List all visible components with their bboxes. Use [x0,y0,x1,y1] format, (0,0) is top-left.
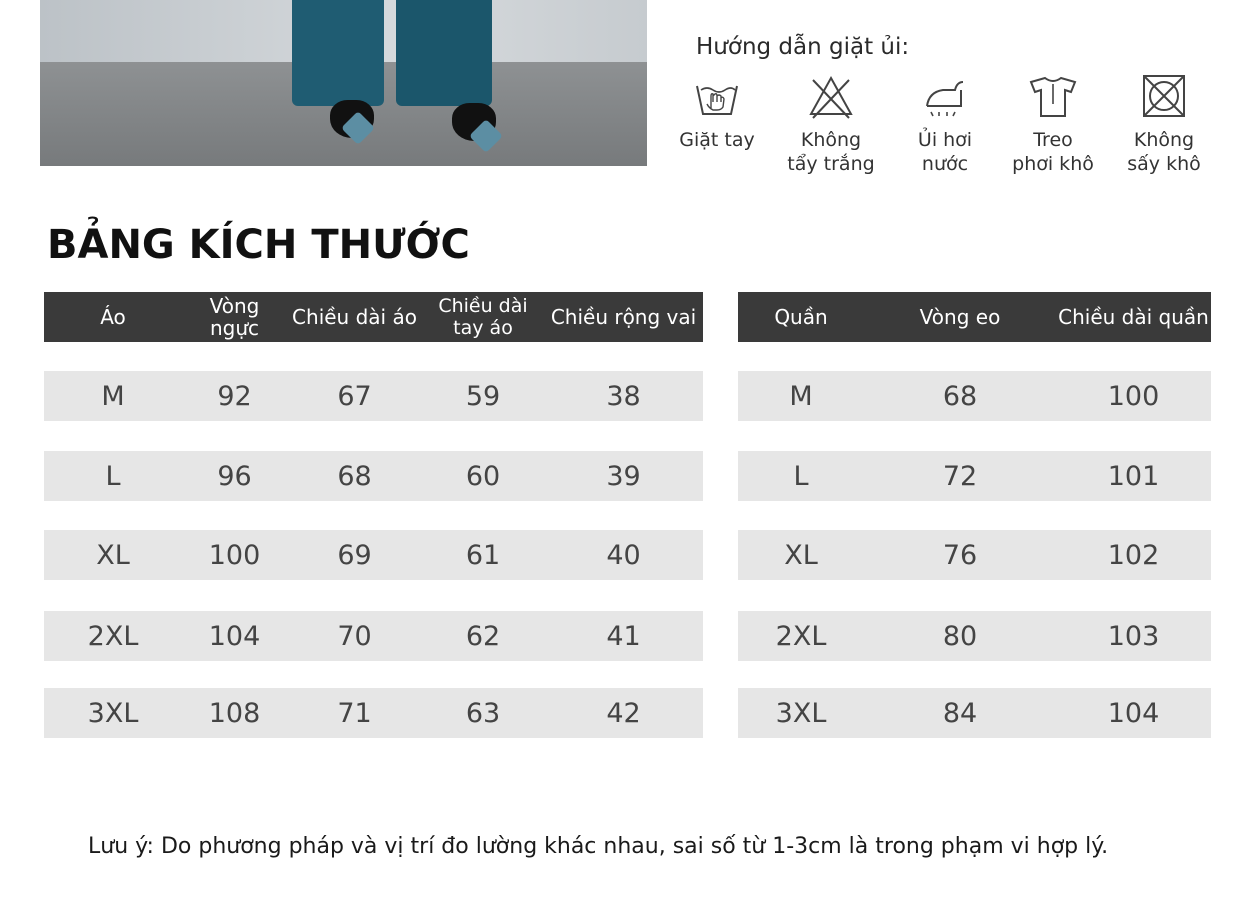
care-label: Không sấy khô [1127,129,1201,175]
care-item-no-bleach [776,74,886,176]
pants-size-table [738,292,1211,342]
steam-iron-icon [921,74,969,120]
pants-left-leg [292,0,384,106]
table-cell: 41 [606,620,641,652]
table-cell: 68 [337,460,372,492]
table-cell: 72 [942,460,978,492]
care-label: Treo phơi khô [1012,129,1094,175]
size-chart-heading: BẢNG KÍCH THƯỚC [47,222,470,268]
care-label: Ủi hơi nước [917,129,973,175]
table-cell: 38 [606,380,641,412]
table-row [44,451,703,501]
header-cell: Vòng eo [919,305,1001,329]
shirt-table-header [44,292,703,342]
table-cell: 60 [465,460,501,492]
product-photo [40,0,647,166]
table-row [44,611,703,661]
table-cell: 102 [1107,539,1160,571]
table-cell: 69 [337,539,372,571]
size-cell: L [105,460,121,492]
care-title: Hướng dẫn giặt ủi: [696,34,910,60]
table-cell: 104 [1107,697,1160,729]
table-row [738,530,1211,580]
table-cell: 62 [465,620,501,652]
table-cell: 100 [208,539,261,571]
size-cell: L [793,460,809,492]
table-cell: 68 [942,380,978,412]
table-cell: 71 [337,697,372,729]
hand-wash-icon [693,74,741,120]
care-item-hand-wash [662,74,772,152]
care-item-no-tumble-dry [1109,74,1219,176]
size-cell: XL [96,539,130,571]
table-cell: 39 [606,460,641,492]
header-cell: Vòng ngực [209,294,260,340]
header-cell: Quần [774,305,828,329]
size-cell: 3XL [87,697,139,729]
table-row [44,688,703,738]
shirt-size-table [44,292,703,342]
table-cell: 100 [1107,380,1160,412]
table-row [44,530,703,580]
table-cell: 59 [465,380,501,412]
size-cell: 2XL [775,620,827,652]
size-cell: XL [784,539,818,571]
table-row [738,371,1211,421]
care-item-steam-iron [890,74,1000,176]
table-cell: 63 [465,697,501,729]
table-row [738,451,1211,501]
table-cell: 96 [217,460,252,492]
care-item-hang-dry [998,74,1108,176]
hang-dry-icon [1027,74,1079,120]
size-cell: M [789,380,813,412]
pants-right-leg [396,0,492,106]
header-cell: Chiều dài tay áo [438,295,528,339]
size-cell: 2XL [87,620,139,652]
table-cell: 80 [942,620,978,652]
measurement-note: Lưu ý: Do phương pháp và vị trí đo lường khác nhau, sai số từ 1-3cm là trong phạm vi hợp lý. [88,834,1109,859]
care-label: Giặt tay [679,129,755,151]
table-cell: 104 [208,620,261,652]
table-cell: 76 [942,539,978,571]
table-cell: 103 [1107,620,1160,652]
table-cell: 40 [606,539,641,571]
table-cell: 84 [942,697,978,729]
table-cell: 92 [217,380,252,412]
header-cell: Áo [100,305,126,329]
header-cell: Chiều dài áo [292,305,417,329]
no-tumble-dry-icon [1140,74,1188,120]
header-cell: Chiều dài quần [1058,305,1209,329]
size-cell: 3XL [775,697,827,729]
table-row [738,611,1211,661]
table-row [44,371,703,421]
table-cell: 101 [1107,460,1160,492]
table-cell: 67 [337,380,372,412]
no-bleach-icon [807,74,855,120]
table-row [738,688,1211,738]
table-cell: 42 [606,697,641,729]
pants-table-header [738,292,1211,342]
table-cell: 108 [208,697,261,729]
table-cell: 61 [465,539,501,571]
care-label: Không tẩy trắng [787,129,875,175]
size-cell: M [101,380,125,412]
table-cell: 70 [337,620,372,652]
header-cell: Chiều rộng vai [550,305,697,329]
